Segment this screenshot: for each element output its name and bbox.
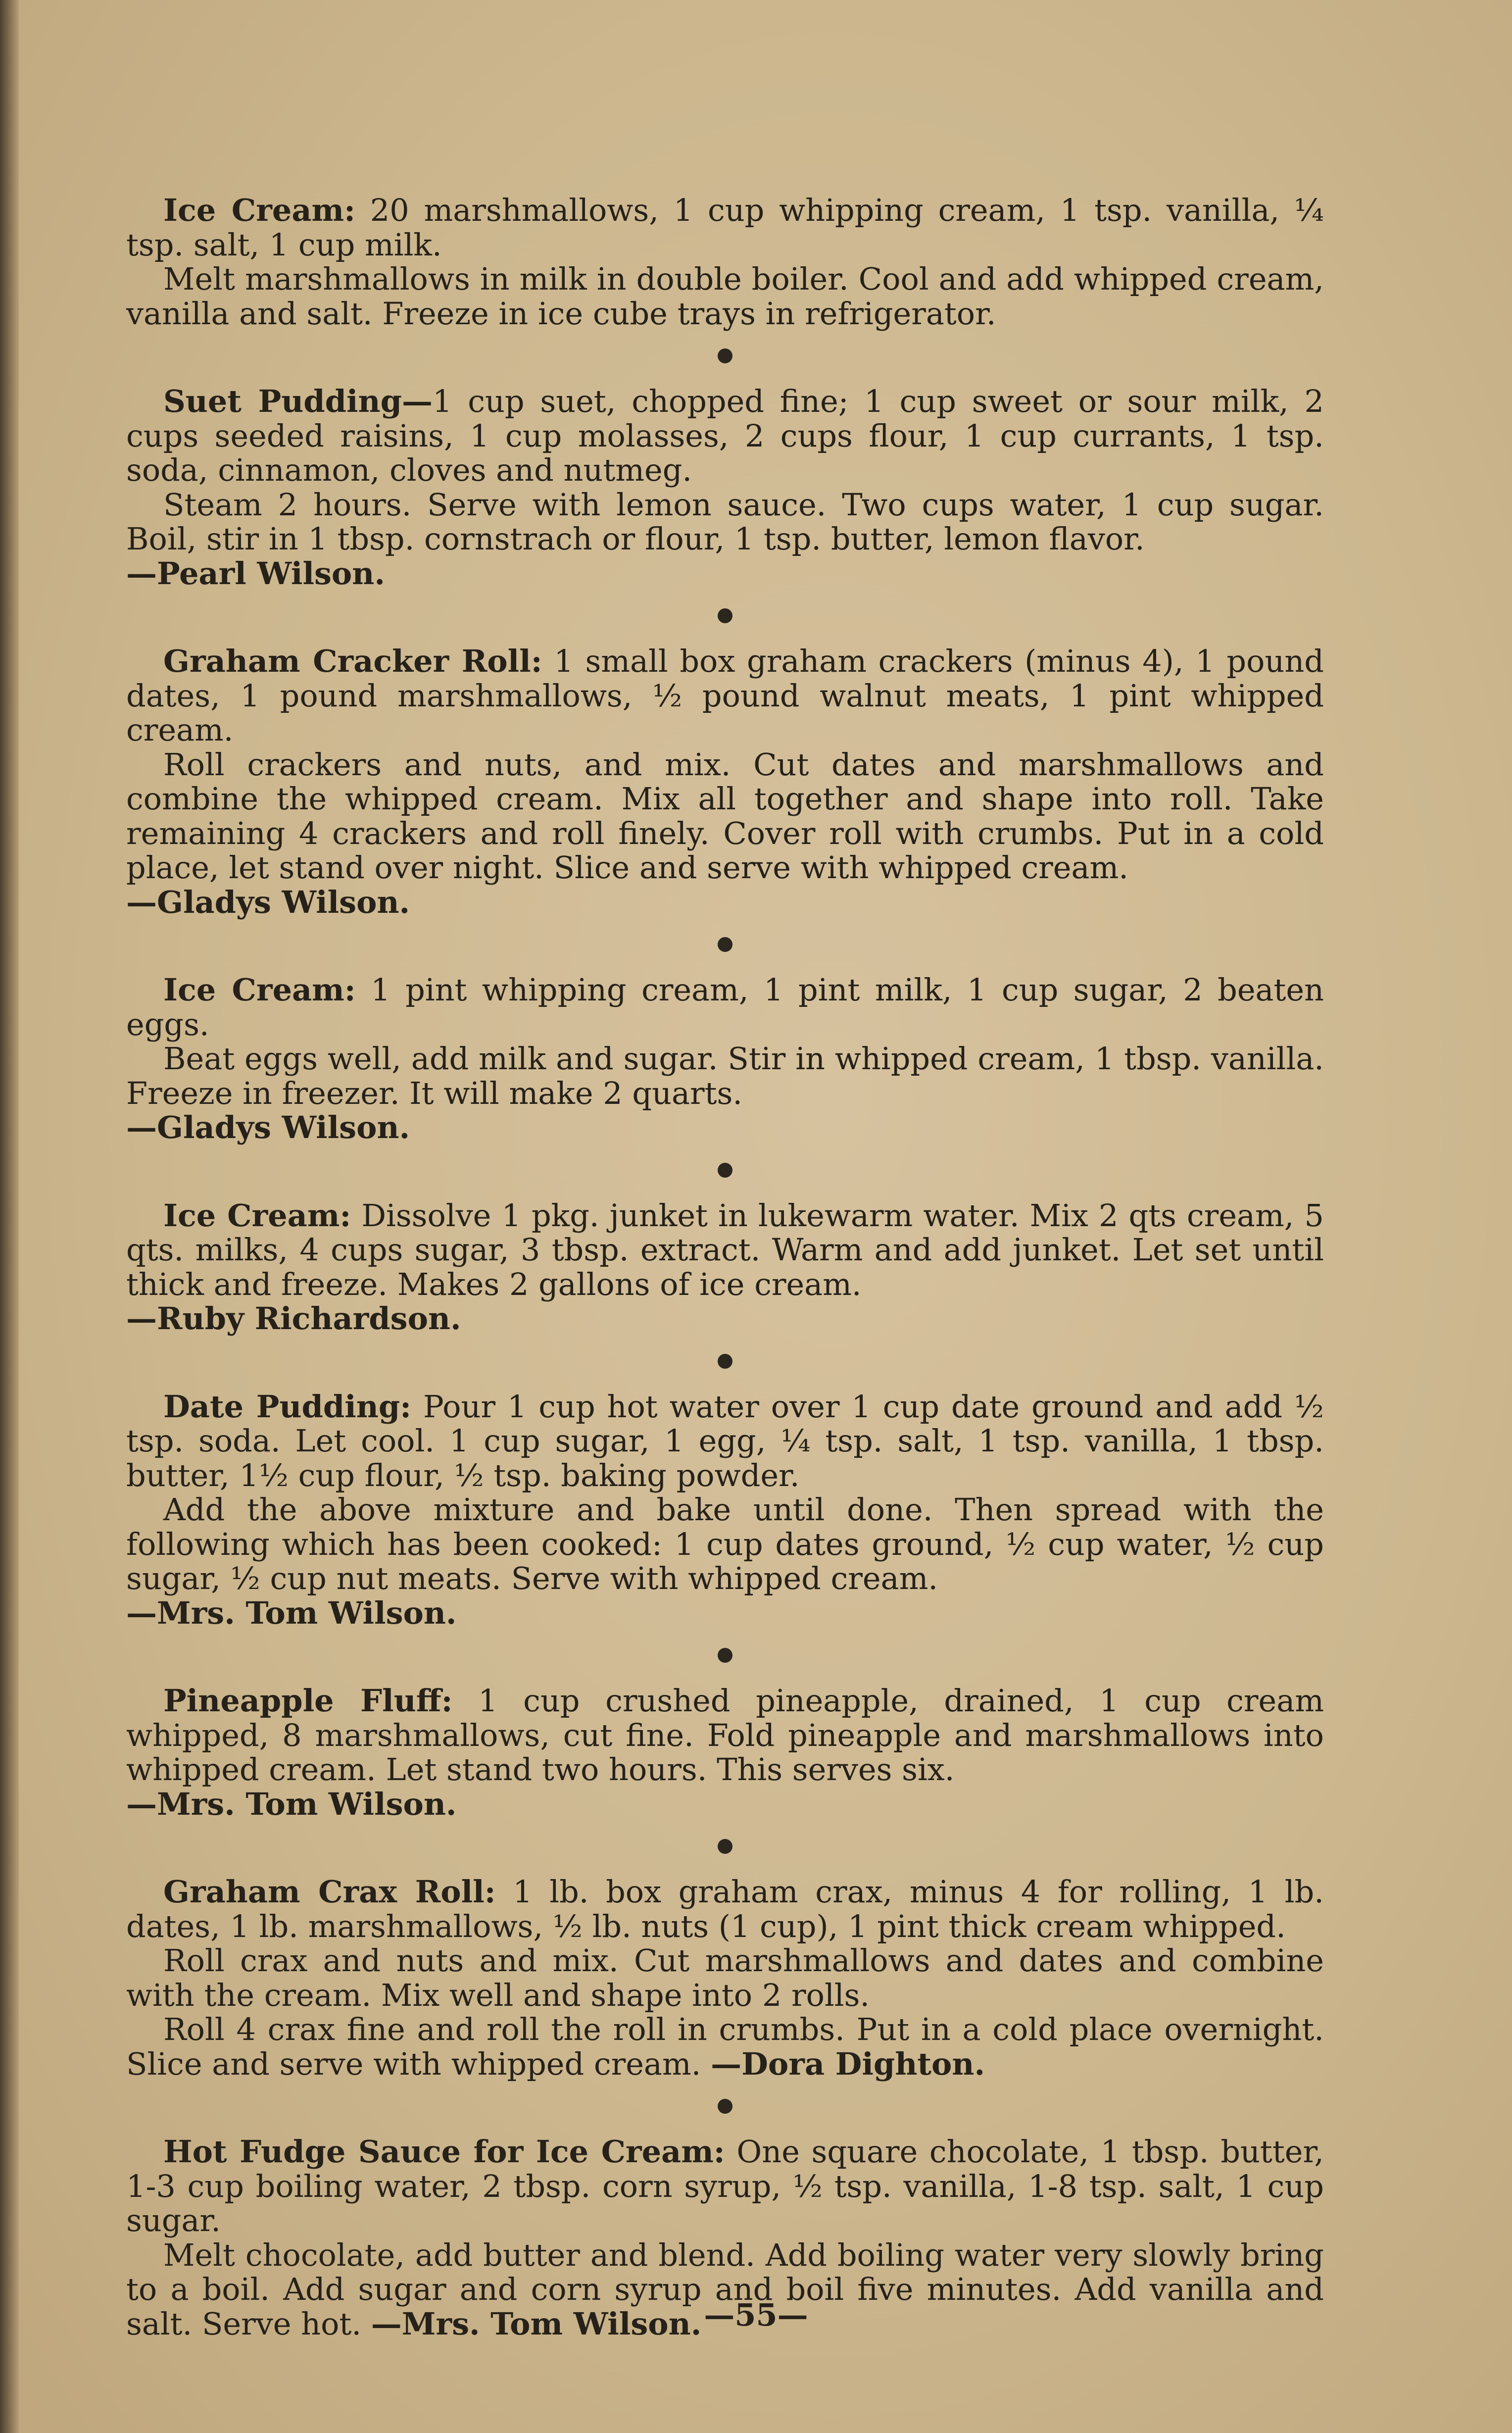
recipe-ingredients xyxy=(126,384,1324,488)
recipe-step-text: Roll 4 crax fine and roll the roll in crumbs. Put in a cold place overnight. Slice and serve with whipped cream. xyxy=(126,2011,1324,2082)
recipe-title: Ice Cream: xyxy=(163,192,355,228)
recipe-step: Melt marshmallows in milk in double boiler. Cool and add whipped cream, vanilla and salt. Freeze in ice cube trays in refrigerator. xyxy=(126,261,1324,332)
bullet-separator xyxy=(718,1163,732,1178)
recipe-step: Steam 2 hours. Serve with lemon sauce. Two cups water, 1 cup sugar. Boil, stir in 1 tbsp. cornstrach or flour, 1 tsp. butter, lemon flavor. xyxy=(126,486,1324,557)
recipe-ingredients xyxy=(126,1875,1324,1943)
recipe-author: —Mrs. Tom Wilson. xyxy=(126,1786,457,1822)
recipe-title: Hot Fudge Sauce for Ice Cream: xyxy=(163,2134,725,2170)
recipe-author: —Dora Dighton. xyxy=(711,2045,985,2082)
recipe-author: —Gladys Wilson. xyxy=(126,1109,410,1145)
bullet-separator xyxy=(718,1354,732,1369)
recipe-step: Add the above mixture and bake until done. Then spread with the following which has been cooked: 1 cup dates ground, ½ cup water, ½ cup sugar, ½ cup nut meats. Serve with whipped cream. xyxy=(126,1491,1324,1596)
bullet-separator xyxy=(718,608,732,623)
recipe-ingredients xyxy=(126,1684,1324,1787)
recipe-graham-crax-roll xyxy=(126,1875,1324,2081)
recipe-intro: 1 cup suet, chopped fine; 1 cup sweet or sour milk, 2 cups seeded raisins, 1 cup molasses, 2 cups flour, 1 cup currants, 1 tsp. soda, cinnamon, cloves and nutmeg. xyxy=(126,383,1324,488)
bullet-separator xyxy=(718,2099,732,2114)
recipe-ingredients xyxy=(126,644,1324,747)
recipe-date-pudding xyxy=(126,1390,1324,1631)
recipe-intro: 1 pint whipping cream, 1 pint milk, 1 cup sugar, 2 beaten eggs. xyxy=(126,972,1324,1043)
recipe-step xyxy=(126,2012,1324,2081)
bullet-separator xyxy=(718,1839,732,1854)
recipe-title: Ice Cream: xyxy=(163,1197,351,1234)
recipe-step-text: Melt chocolate, add butter and blend. Add boiling water very slowly bring to a boil. Add sugar and corn syrup and boil five minutes. Add vanilla and salt. Serve hot. xyxy=(126,2236,1324,2342)
recipe-intro: 1 cup crushed pineapple, drained, 1 cup cream whipped, 8 marshmallows, cut fine. Fold pineapple and marshmallows into whipped cream. Let stand two hours. This serves six. xyxy=(126,1683,1324,1788)
recipe-ingredients xyxy=(126,193,1324,262)
recipe-title: Graham Crax Roll: xyxy=(163,1874,496,1910)
recipe-column xyxy=(126,193,1324,2341)
recipe-step: Roll crax and nuts and mix. Cut marshmallows and dates and combine with the cream. Mix well and shape into 2 rolls. xyxy=(126,1942,1324,2013)
recipe-title: Ice Cream: xyxy=(163,972,356,1008)
page-number: —55— xyxy=(704,2297,808,2333)
recipe-author: —Ruby Richardson. xyxy=(126,1300,461,1337)
recipe-title: Suet Pudding— xyxy=(163,383,433,419)
recipe-step: Beat eggs well, add milk and sugar. Stir in whipped cream, 1 tbsp. vanilla. Freeze in freezer. It will make 2 quarts. xyxy=(126,1041,1324,1111)
recipe-ice-cream-3 xyxy=(126,1198,1324,1336)
recipe-step: Roll crackers and nuts, and mix. Cut dates and marshmallows and combine the whipped cream. Mix all together and shape into roll. Take remaining 4 crackers and roll finely. Cover roll with crumbs. Put in a cold place, let stand over night. Slice and serve with whipped cream. xyxy=(126,746,1324,886)
recipe-title: Pineapple Fluff: xyxy=(163,1683,453,1719)
recipe-author: —Pearl Wilson. xyxy=(126,555,385,592)
recipe-intro: Pour 1 cup hot water over 1 cup date ground and add ½ tsp. soda. Let cool. 1 cup sugar, 1 egg, ¼ tsp. salt, 1 tsp. vanilla, 1 tbsp. butter, 1½ cup flour, ½ tsp. baking powder. xyxy=(126,1388,1324,1493)
recipe-ice-cream-1 xyxy=(126,193,1324,331)
page-binding-edge xyxy=(0,0,19,2433)
recipe-title: Date Pudding: xyxy=(163,1388,412,1425)
recipe-intro: Dissolve 1 pkg. junket in lukewarm water. Mix 2 qts cream, 5 qts. milks, 4 cups sugar, 3 tbsp. extract. Warm and add junket. Let set until thick and freeze. Makes 2 gallons of ice cream. xyxy=(126,1197,1324,1302)
recipe-intro: 1 lb. box graham crax, minus 4 for rolling, 1 lb. dates, 1 lb. marshmallows, ½ lb. nuts (1 cup), 1 pint thick cream whipped. xyxy=(126,1874,1324,1944)
bullet-separator xyxy=(718,348,732,363)
recipe-ingredients xyxy=(126,2135,1324,2238)
recipe-author: —Gladys Wilson. xyxy=(126,884,410,920)
recipe-graham-cracker-roll xyxy=(126,644,1324,919)
recipe-ingredients xyxy=(126,1198,1324,1302)
bullet-separator xyxy=(718,1648,732,1663)
recipe-author: —Mrs. Tom Wilson. xyxy=(371,2305,702,2342)
recipe-ingredients xyxy=(126,973,1324,1042)
recipe-pineapple-fluff xyxy=(126,1684,1324,1821)
recipe-intro: One square chocolate, 1 tbsp. butter, 1-3 cup boiling water, 2 tbsp. corn syrup, ½ tsp. vanilla, 1-8 tsp. salt, 1 cup sugar. xyxy=(126,2134,1324,2238)
recipe-author: —Mrs. Tom Wilson. xyxy=(126,1594,457,1631)
recipe-ice-cream-2 xyxy=(126,973,1324,1145)
recipe-suet-pudding xyxy=(126,384,1324,591)
recipe-intro: 20 marshmallows, 1 cup whipping cream, 1 tsp. vanilla, ¼ tsp. salt, 1 cup milk. xyxy=(126,192,1324,263)
recipe-title: Graham Cracker Roll: xyxy=(163,643,542,679)
recipe-intro: 1 small box graham crackers (minus 4), 1 pound dates, 1 pound marshmallows, ½ pound walnut meats, 1 pint whipped cream. xyxy=(126,643,1324,748)
recipe-ingredients xyxy=(126,1390,1324,1493)
bullet-separator xyxy=(718,937,732,952)
